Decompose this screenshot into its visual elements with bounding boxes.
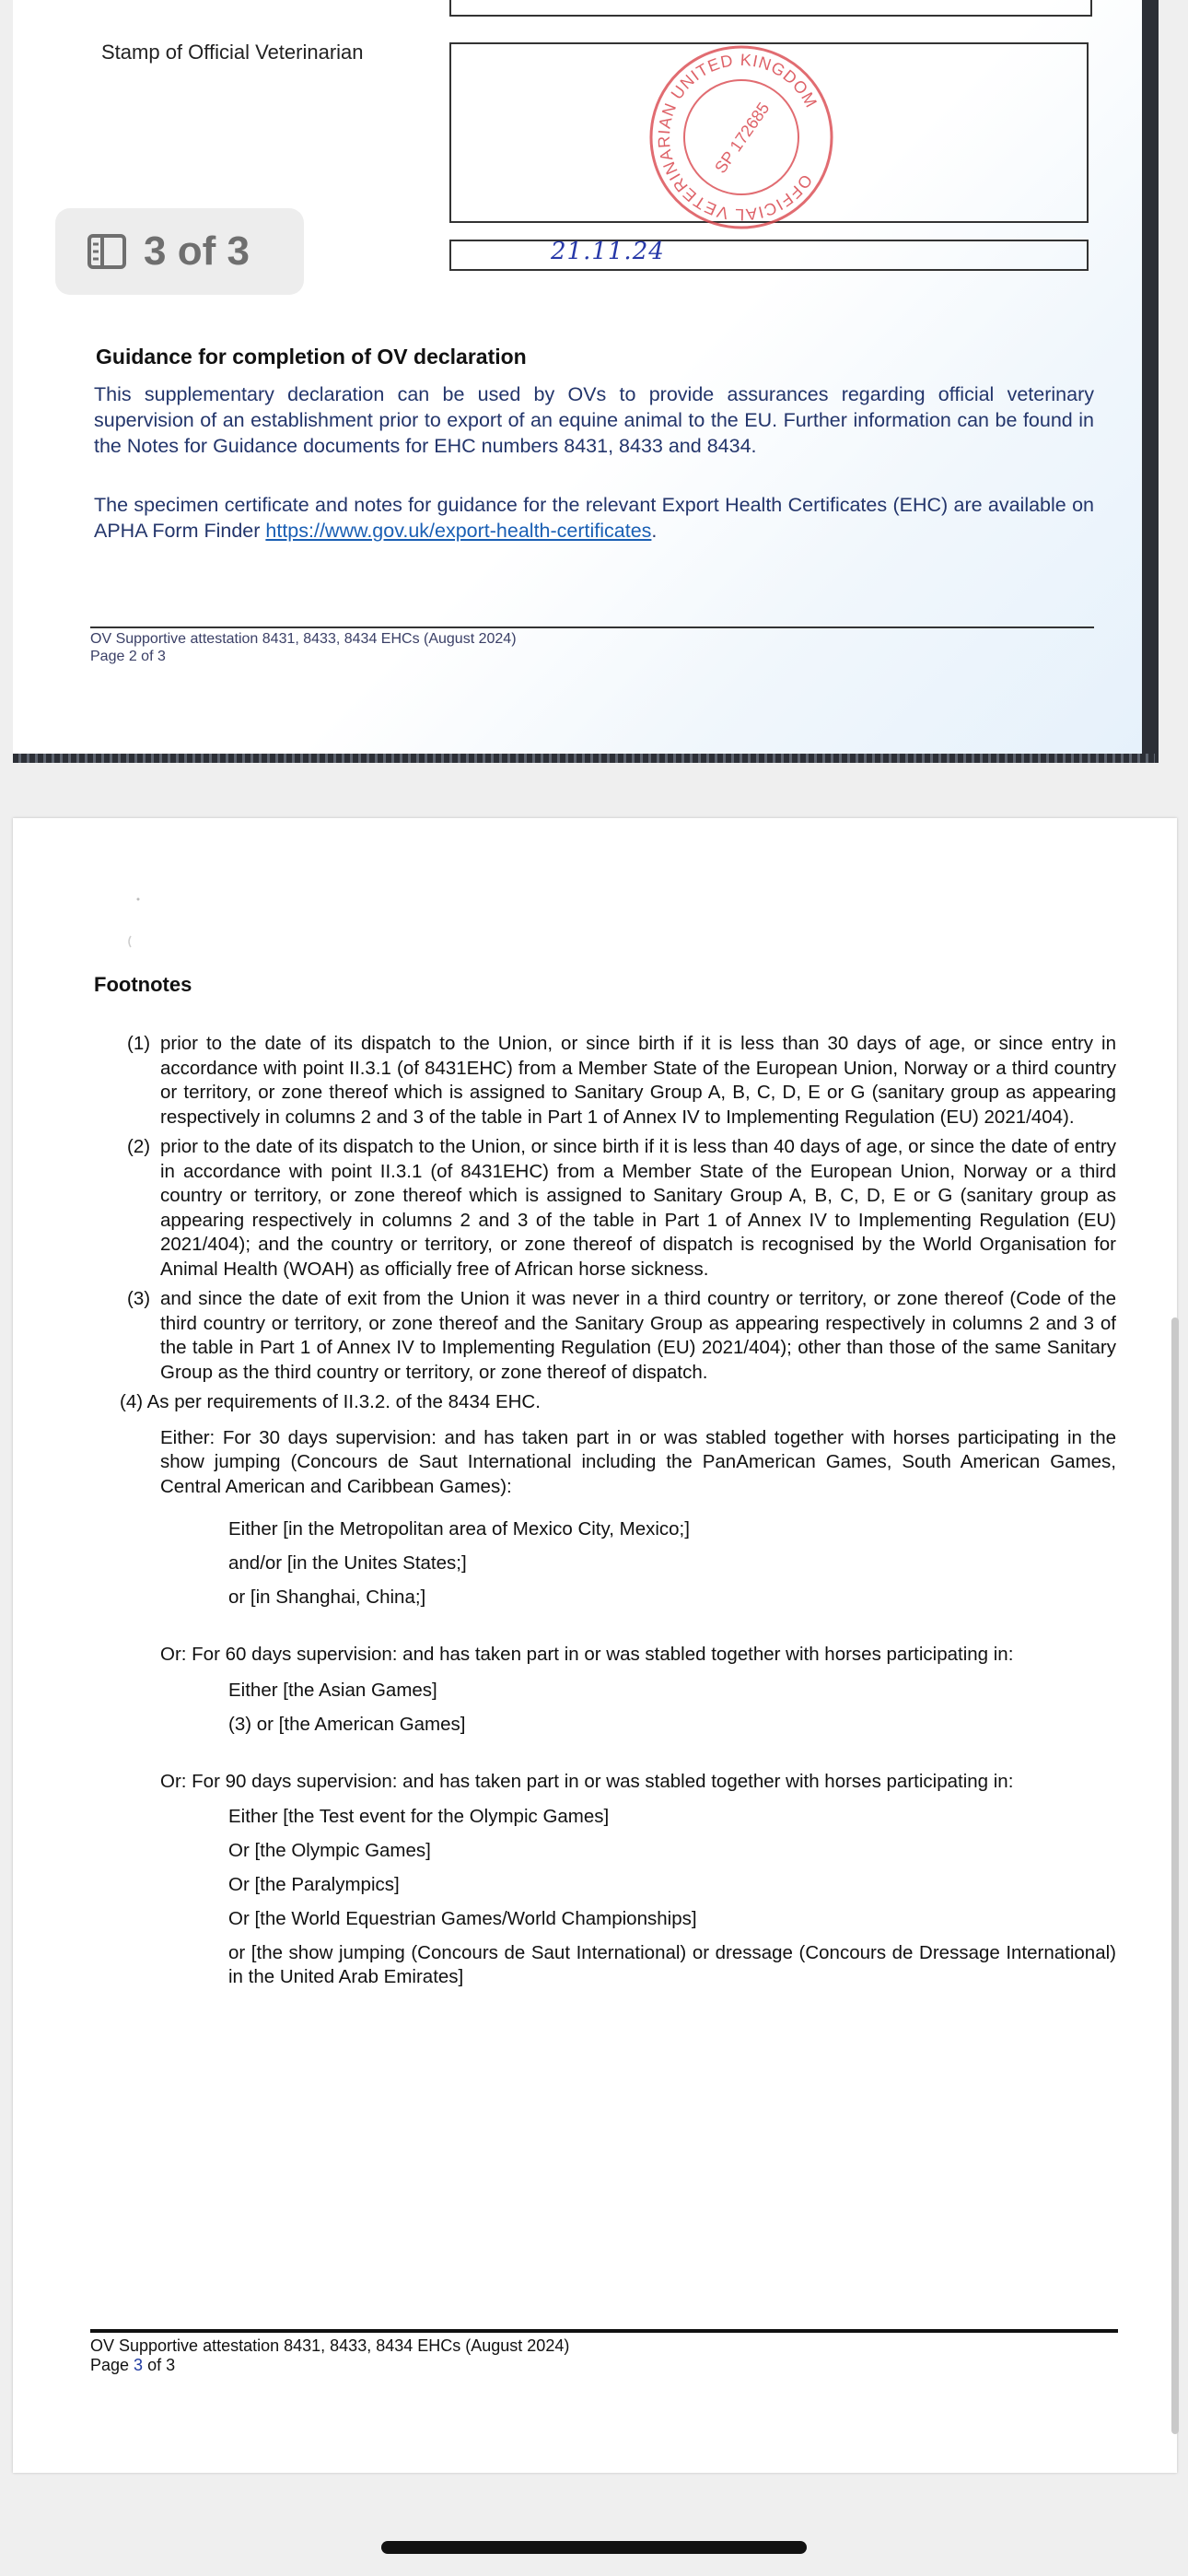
page-3-footer-page-prefix: Page [90, 2356, 134, 2374]
footnote-3 [127, 1287, 1116, 1385]
page-2-footer-rule [90, 626, 1094, 628]
page-3-footer [90, 2336, 569, 2375]
footnote-text: prior to the date of its dispatch to the Union, or since birth if it is less than 40 days of age, or since the date of entry in accordance with point II.3.1 (of 8431EHC) from a Member State of the European Union, Norway or a third country or territory, or zone thereof which is assigned to Sanitary Group A, B, C, D, E or G (sanitary group as appearing respectively in columns 2 and 3 of the table in Part 1 of Annex IV to Implementing Regulation (EU) 2021/404); and the country or territory, or zone thereof of dispatch is recognised by the World Organisation for Animal Health (WOAH) as officially free of African horse sickness. [160, 1136, 1116, 1280]
vertical-scrollbar[interactable] [1171, 1317, 1179, 2434]
option-item: Or [the World Equestrian Games/World Championships] [228, 1908, 697, 1929]
guidance-paragraph-2-text: The specimen certificate and notes for guidance for the relevant Export Health Certificates (EHC) are available on APHA Form Finder [94, 494, 1094, 542]
guidance-title: Guidance for completion of OV declaration [96, 345, 527, 369]
handwritten-date: 21.11.24 [551, 238, 665, 265]
footnote-number: (1) [127, 1033, 151, 1054]
page-indicator-label: 3 of 3 [144, 228, 250, 274]
supervision-60-text: Or: For 60 days supervision: and has taken part in or was stabled together with horses participating in: [160, 1644, 1014, 1665]
supervision-90-days [160, 1770, 1116, 1795]
option-item: or [in Shanghai, China;] [228, 1587, 426, 1608]
option-item: and/or [in the Unites States;] [228, 1552, 467, 1574]
page-2-footer-page-prefix: Page [90, 649, 129, 664]
footnote-1 [127, 1032, 1116, 1130]
footnote-4: (4) As per requirements of II.3.2. of the 8434 EHC. [120, 1391, 541, 1412]
option-item: Either [in the Metropolitan area of Mexico City, Mexico;] [228, 1518, 690, 1540]
scan-edge-strip [13, 754, 1155, 763]
page-2-footer-page-suffix: of 3 [136, 649, 166, 664]
page-2 [13, 0, 1159, 763]
guidance-period: . [651, 520, 658, 542]
stamp-label: Stamp of Official Veterinarian [101, 41, 364, 64]
option-item: Or [the Paralympics] [228, 1874, 400, 1895]
scan-specks [125, 894, 144, 949]
stamp-outer-text: OFFICIAL VETERINARIAN UNITED KINGDOM [654, 50, 821, 225]
option-item: Either [the Asian Games] [228, 1679, 437, 1701]
page-3-footer-rule [90, 2329, 1118, 2333]
page-2-footer-page [90, 648, 517, 665]
page-3-footer-page [90, 2356, 569, 2375]
page-3-footer-page-suffix: of 3 [143, 2356, 176, 2374]
page-indicator[interactable] [55, 208, 304, 295]
supervision-30-days [160, 1426, 1116, 1500]
sidebar-thumbnails-icon [87, 233, 127, 270]
page-3 [13, 818, 1177, 2473]
guidance-paragraph-2 [94, 492, 1094, 544]
home-indicator[interactable] [381, 2541, 807, 2554]
page-2-footer-page-number: 2 [128, 649, 137, 664]
option-item: Either [the Test event for the Olympic Games] [228, 1806, 610, 1827]
footnote-number: (3) [127, 1288, 151, 1309]
official-veterinarian-stamp [645, 41, 838, 234]
footnote-2 [127, 1135, 1116, 1282]
page-2-footer-title: OV Supportive attestation 8431, 8433, 8434 EHCs (August 2024) [90, 631, 517, 647]
page-3-footer-page-number: 3 [134, 2356, 144, 2374]
stamp-code: SP 172685 [711, 99, 774, 177]
supervision-60-options [228, 1679, 1116, 1737]
footnote-text: prior to the date of its dispatch to the Union, or since birth if it is less than 30 days of age, or since entry in accordance with point II.3.1 (of 8431EHC) from a Member State of the European Union, Norway or a third country or territory, or zone thereof which is assigned to Sanitary Group A, B, C, D, E or G (sanitary group as appearing respectively in columns 2 and 3 of the table in Part 1 of Annex IV to Implementing Regulation (EU) 2021/404). [160, 1033, 1116, 1128]
supervision-60-days [160, 1643, 1116, 1668]
guidance-paragraph-1: This supplementary declaration can be used by OVs to provide assurances regarding official veterinary supervision of an establishment prior to export of an equine animal to the EU. Further information can be found in the Notes for Guidance documents for EHC numbers 8431, 8433 and 8434. [94, 383, 1094, 457]
footnotes-title: Footnotes [94, 973, 192, 996]
page-2-footer [90, 630, 517, 665]
telephone-field-box [449, 0, 1092, 17]
supervision-90-text: Or: For 90 days supervision: and has taken part in or was stabled together with horses participating in: [160, 1770, 1014, 1792]
option-item: (3) or [the American Games] [228, 1713, 466, 1735]
page-3-footer-title: OV Supportive attestation 8431, 8433, 8434 EHCs (August 2024) [90, 2336, 570, 2355]
footnote-number: (2) [127, 1136, 151, 1157]
footnote-text: and since the date of exit from the Union it was never in a third country or territory, or zone thereof (Code of the third country or territory, or zone thereof and the Sanitary Group as appearing respectively in columns 2 and 3 of the table in Part 1 of Annex IV to Implementing Regulation (EU) 2021/404); other than those of the same Sanitary Group as the third country or territory, or zone thereof of dispatch. [160, 1288, 1116, 1383]
supervision-30-text: Either: For 30 days supervision: and has taken part in or was stabled together with horses participating in the show jumping (Concours de Saut International including the PanAmerican Games, South American Games, Central American and Caribbean Games): [160, 1426, 1116, 1497]
date-field-box [449, 240, 1089, 271]
option-item: Or [the Olympic Games] [228, 1840, 431, 1861]
footnotes-list [13, 1032, 1177, 1999]
option-item: or [the show jumping (Concours de Saut International) or dressage (Concours de Dressage International) in the United Arab Emirates] [228, 1942, 1116, 1987]
supervision-30-options [228, 1517, 1116, 1610]
export-health-certificates-link[interactable]: https://www.gov.uk/export-health-certificates [265, 520, 652, 542]
supervision-90-options [228, 1805, 1116, 1989]
